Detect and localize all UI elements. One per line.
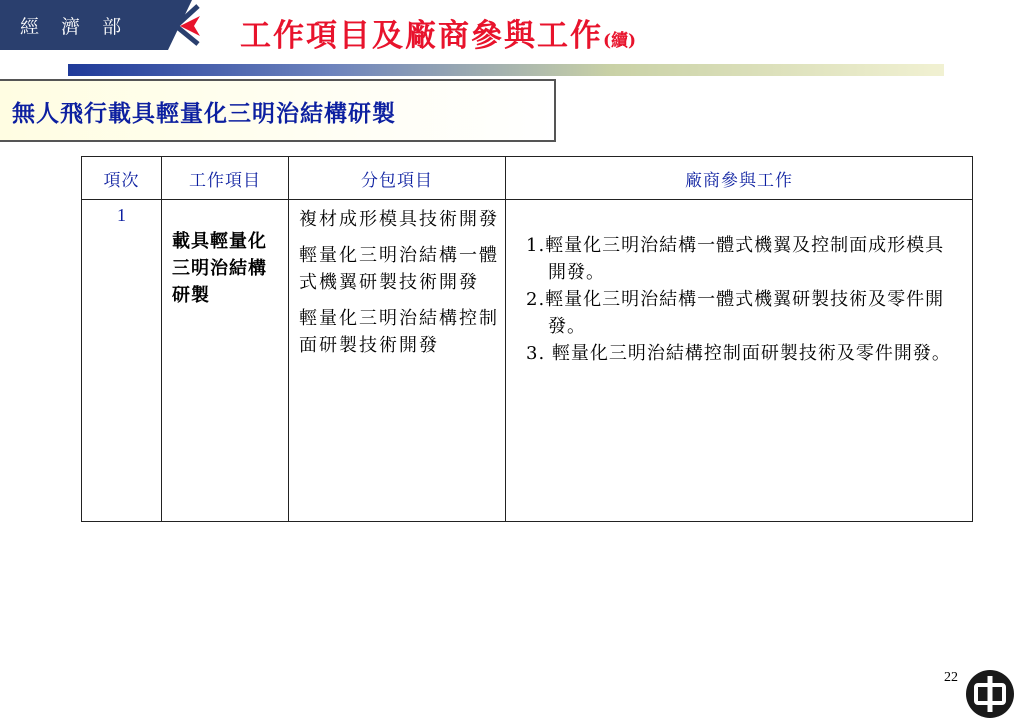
page-title-text: 工作項目及廠商參與工作 xyxy=(240,18,603,54)
page-number: 22 xyxy=(944,670,958,685)
header-vendor-work: 廠商參與工作 xyxy=(506,157,973,200)
moea-logo-icon xyxy=(158,0,218,50)
title-underline-bar xyxy=(68,64,944,76)
cell-sub-items xyxy=(289,200,506,522)
sub-item: 輕量化三明治結構控制面研製技術開發 xyxy=(299,308,499,356)
vendor-work-item: 2.輕量化三明治結構一體式機翼研製技術及零件開發。 xyxy=(526,289,945,337)
cell-vendor-work xyxy=(506,200,973,522)
zhong-emblem-icon xyxy=(964,668,1016,720)
cell-item-number: 1 xyxy=(82,200,162,522)
header-work-item: 工作項目 xyxy=(162,157,289,200)
sub-item: 輕量化三明治結構一體式機翼研製技術開發 xyxy=(299,245,499,293)
cell-work-item: 載具輕量化三明治結構研製 xyxy=(162,200,289,522)
subtitle-box xyxy=(0,79,556,142)
ministry-name: 經 濟 部 xyxy=(20,16,130,38)
page-title xyxy=(240,10,636,55)
header-item-number: 項次 xyxy=(82,157,162,200)
subtitle: 無人飛行載具輕量化三明治結構研製 xyxy=(12,100,396,127)
table-header-row xyxy=(82,157,973,200)
ministry-badge xyxy=(0,0,158,50)
vendor-work-item: 3. 輕量化三明治結構控制面研製技術及零件開發。 xyxy=(526,343,951,364)
header-sub-item: 分包項目 xyxy=(289,157,506,200)
page-title-suffix: (續) xyxy=(603,31,637,51)
table-row xyxy=(82,200,973,522)
vendor-work-list xyxy=(526,232,958,367)
sub-item: 複材成形模具技術開發 xyxy=(299,209,499,230)
vendor-work-item: 1.輕量化三明治結構一體式機翼及控制面成形模具開發。 xyxy=(526,235,945,283)
work-items-table xyxy=(81,156,973,522)
